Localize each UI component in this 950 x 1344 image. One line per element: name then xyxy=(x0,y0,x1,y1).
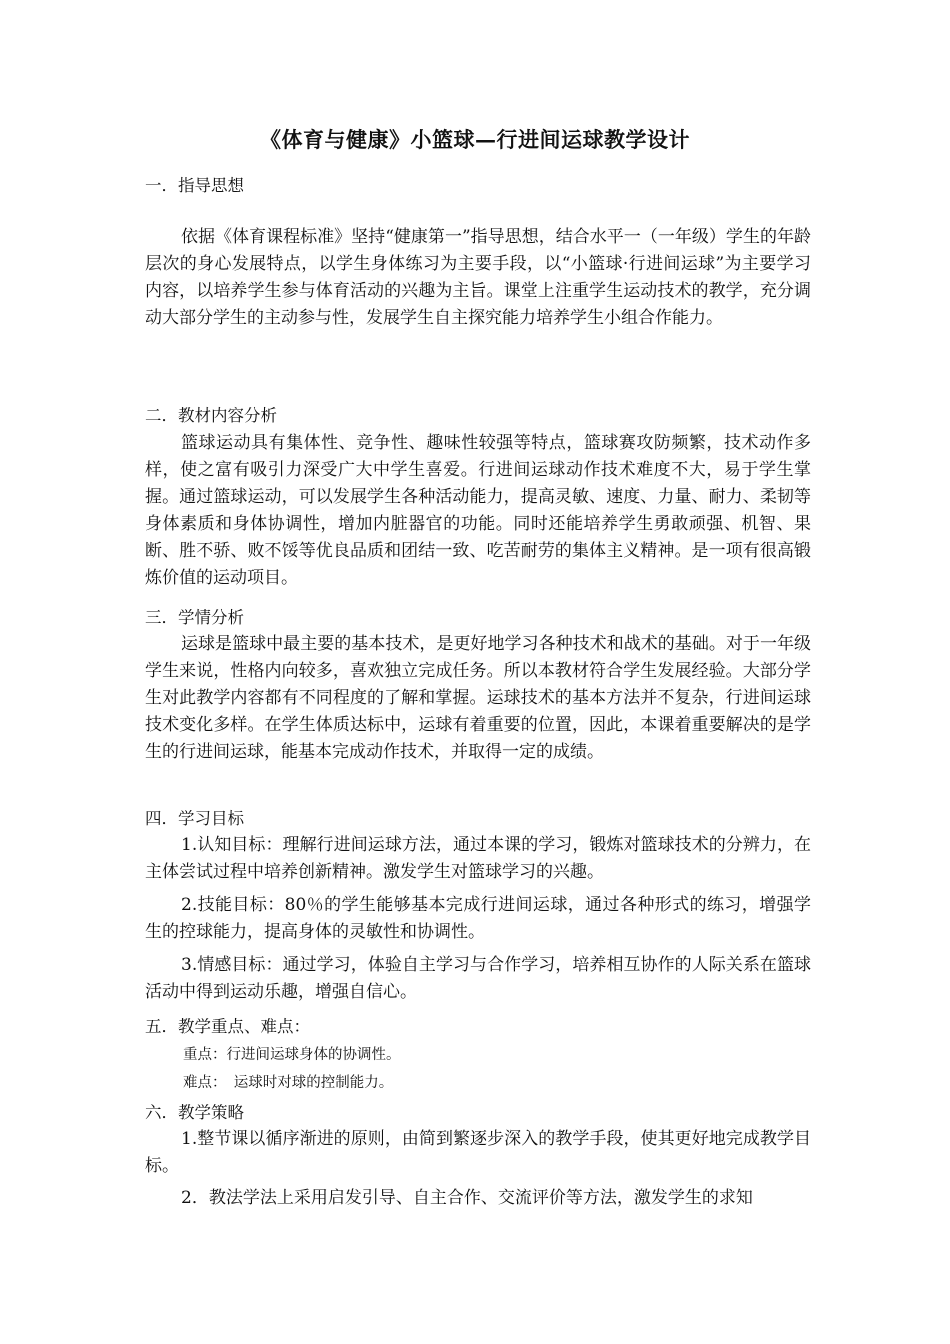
paragraph-goal-emotional: 3.情感目标：通过学习，体验自主学习与合作学习，培养相互协作的人际关系在篮球活动中得到运动乐趣，增强自信心。 xyxy=(145,955,811,1002)
paragraph-guiding-idea: 依据《体育课程标准》坚持“健康第一”指导思想，结合水平一（一年级）学生的年龄层次的身心发展特点，以学生身体练习为主要手段，以“小篮球·行进间运球”为主要学习内容，以培养学生参与体育活动的兴趣为主旨。课堂上注重学生运动技术的教学，充分调动大部分学生的主动参与性，发展学生自主探究能力培养学生小组合作能力。 xyxy=(145,227,811,328)
paragraph-strategy-2: 2．教法学法上采用启发引导、自主合作、交流评价等方法，激发学生的求知 xyxy=(181,1188,753,1208)
section-heading-learning-goals: 四．学习目标 xyxy=(145,809,244,828)
section-heading-guiding-idea: 一．指导思想 xyxy=(145,176,244,195)
paragraph-learner-analysis: 运球是篮球中最主要的基本技术，是更好地学习各种技术和战术的基础。对于一年级学生来说，性格内向较多，喜欢独立完成任务。所以本教材符合学生发展经验。大部分学生对此教学内容都有不同程度的了解和掌握。运球技术的基本方法并不复杂，行进间运球技术变化多样。在学生体质达标中，运球有着重要的位置，因此，本课着重要解决的是学生的行进间运球，能基本完成动作技术，并取得一定的成绩。 xyxy=(145,634,811,762)
document-title: 《体育与健康》小篮球—行进间运球教学设计 xyxy=(260,127,690,152)
section-heading-learner-analysis: 三．学情分析 xyxy=(145,608,244,627)
section-heading-teaching-strategy: 六．教学策略 xyxy=(145,1103,244,1122)
key-point-line: 重点：行进间运球身体的协调性。 xyxy=(183,1047,401,1063)
paragraph-strategy-1: 1.整节课以循序渐进的原则，由简到繁逐步深入的教学手段，使其更好地完成教学目标。 xyxy=(145,1129,811,1176)
paragraph-material-analysis: 篮球运动具有集体性、竞争性、趣味性较强等特点，篮球赛攻防频繁，技术动作多样，使之富有吸引力深受广大中学生喜爱。行进间运球动作技术难度不大，易于学生掌握。通过篮球运动，可以发展学生各种活动能力，提高灵敏、速度、力量、耐力、柔韧等身体素质和身体协调性，增加内脏器官的功能。同时还能培养学生勇敢顽强、机智、果断、胜不骄、败不馁等优良品质和团结一致、吃苦耐劳的集体主义精神。是一项有很高锻炼价值的运动项目。 xyxy=(145,433,811,588)
paragraph-goal-cognitive: 1.认知目标：理解行进间运球方法，通过本课的学习，锻炼对篮球技术的分辨力，在主体尝试过程中培养创新精神。激发学生对篮球学习的兴趣。 xyxy=(145,835,811,882)
section-heading-key-points: 五．教学重点、难点： xyxy=(145,1017,310,1036)
section-heading-material-analysis: 二．教材内容分析 xyxy=(145,406,277,425)
paragraph-goal-skill: 2.技能目标：80％的学生能够基本完成行进间运球，通过各种形式的练习，增强学生的控球能力，提高身体的灵敏性和协调性。 xyxy=(145,895,811,942)
difficulty-line: 难点： 运球时对球的控制能力。 xyxy=(183,1075,394,1091)
